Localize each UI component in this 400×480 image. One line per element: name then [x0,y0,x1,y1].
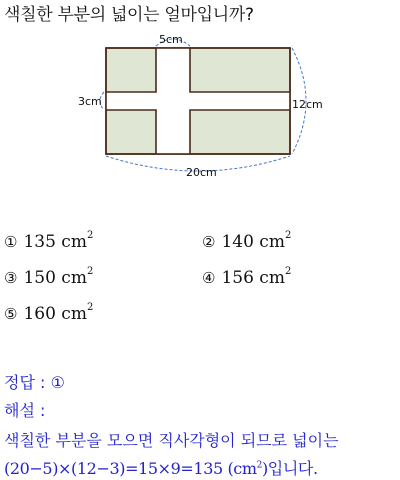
question-text: 색칠한 부분의 넓이는 얼마입니까? [4,5,254,25]
label-5cm: 5cm [159,33,183,46]
explain-label: 해설 : [4,401,46,420]
choice-5[interactable]: ⑤ 160 $cm^2$ [4,302,94,324]
choice-2[interactable]: ② 140 $cm^2$ [202,230,292,252]
choice-1[interactable]: ① 135 $cm^2$ [4,230,94,252]
label-3cm: 3cm [78,95,102,108]
choice-3[interactable]: ③ 150 $cm^2$ [4,266,94,288]
equation-line: (20−5)×(12−3)=15×9=135 $(cm^2)$입니다. [4,459,318,478]
choice-4[interactable]: ④ 156 $cm^2$ [202,266,292,288]
label-12cm: 12cm [292,98,323,111]
answer-line: 정답 : ① [4,373,65,392]
cross-path-figure [70,28,330,188]
horizontal-road [106,92,290,110]
explain-text: 색칠한 부분을 모으면 직사각형이 되므로 넓이는 [4,431,339,450]
label-20cm: 20cm [186,166,217,179]
